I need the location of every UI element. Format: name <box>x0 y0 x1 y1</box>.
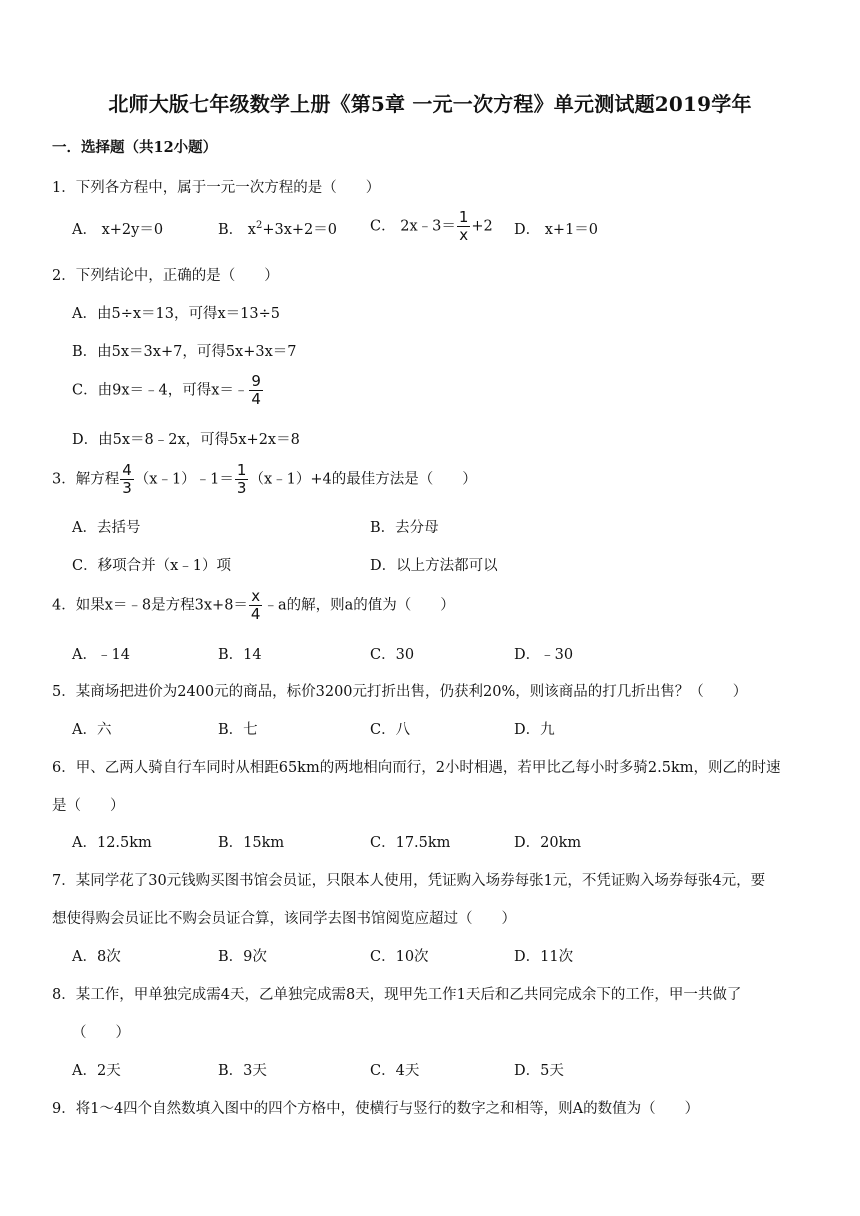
q7-option-a: A．8次 <box>72 949 121 965</box>
question-7-line-1: 7．某同学花了30元钱购买图书馆会员证，只限本人使用，凭证购入场券每张1元，不凭证购入场券每张4元，要 <box>52 873 766 889</box>
q7-option-b: B．9次 <box>218 949 267 965</box>
q5-option-a: A．六 <box>72 722 112 738</box>
q4-option-b: B．14 <box>218 647 262 663</box>
q5-option-d: D．九 <box>514 722 555 738</box>
fraction: $\frac{1}{x}$ <box>458 208 469 244</box>
question-8-line-2: （ ） <box>72 1025 130 1041</box>
question-2: 2．下列结论中，正确的是（ ） <box>52 268 279 284</box>
fraction: $\frac{x}{4}$ <box>250 587 261 623</box>
q7-option-c: C．10次 <box>370 949 429 965</box>
q7-option-d: D．11次 <box>514 949 574 965</box>
question-6-line-1: 6．甲、乙两人骑自行车同时从相距65km的两地相向而行，2小时相遇，若甲比乙每小时多骑2.5km，则乙的时速 <box>52 760 781 776</box>
q4-option-c: C．30 <box>370 647 415 663</box>
q1-option-b: B． $x^2+3x+2=0$ <box>218 220 337 238</box>
q4-option-d: D．﹣30 <box>514 647 574 663</box>
q1-option-d: D． x+1＝0 <box>514 222 599 238</box>
fraction: $\frac{1}{3}$ <box>236 461 247 497</box>
q8-option-a: A．2天 <box>72 1063 121 1079</box>
question-7-line-2: 想使得购会员证比不购会员证合算，该同学去图书馆阅览应超过（ ） <box>52 911 516 927</box>
q2-option-d: D．由5x＝8﹣2x，可得5x+2x＝8 <box>72 432 300 448</box>
q2-option-a: A．由5÷x＝13，可得x＝13÷5 <box>72 306 280 322</box>
q3-option-a: A．去括号 <box>72 520 141 536</box>
q3-option-d: D．以上方法都可以 <box>370 558 498 574</box>
q6-option-b: B．15km <box>218 835 285 851</box>
q6-option-c: C．17.5km <box>370 835 451 851</box>
question-6-line-2: 是（ ） <box>52 798 125 814</box>
q2-option-b: B．由5x＝3x+7，可得5x+3x＝7 <box>72 344 297 360</box>
q8-option-b: B．3天 <box>218 1063 267 1079</box>
question-1: 1．下列各方程中，属于一元一次方程的是（ ） <box>52 180 381 196</box>
q1-option-a: A． x+2y＝0 <box>72 222 164 238</box>
q1-option-c: C． 2x﹣3＝ $\frac{1}{x}$ +2 <box>370 208 493 244</box>
question-8-line-1: 8．某工作，甲单独完成需4天，乙单独完成需8天，现甲先工作1天后和乙共同完成余下的工作，甲一共做了 <box>52 987 742 1003</box>
question-3: 3．解方程 $\frac{4}{3}$ （x﹣1）﹣1＝ $\frac{1}{3}$ （x﹣1）+4的最佳方法是（ ） <box>52 461 477 497</box>
q8-option-d: D．5天 <box>514 1063 564 1079</box>
question-9: 9．将1～4四个自然数填入图中的四个方格中，使横行与竖行的数字之和相等，则A的数值为（ ） <box>52 1101 700 1117</box>
q3-option-b: B．去分母 <box>370 520 439 536</box>
q6-option-a: A．12.5km <box>72 835 152 851</box>
q5-option-b: B．七 <box>218 722 258 738</box>
question-5: 5．某商场把进价为2400元的商品，标价3200元打折出售，仍获利20%，则该商品的打几折出售？（ ） <box>52 684 748 700</box>
q3-option-c: C．移项合并（x﹣1）项 <box>72 558 231 574</box>
fraction: $\frac{9}{4}$ <box>251 372 261 408</box>
question-4: 4．如果x＝﹣8是方程3x+8＝ $\frac{x}{4}$ ﹣a的解，则a的值为（ ） <box>52 587 455 623</box>
q2-option-c: C．由9x＝﹣4，可得x＝﹣ $\frac{9}{4}$ <box>72 372 261 408</box>
q8-option-c: C．4天 <box>370 1063 420 1079</box>
q5-option-c: C．八 <box>370 722 411 738</box>
q4-option-a: A．﹣14 <box>72 647 130 663</box>
page-title: 北师大版七年级数学上册《第5章 一元一次方程》单元测试题2019学年 <box>108 92 752 116</box>
fraction: $\frac{4}{3}$ <box>122 461 132 497</box>
section-heading: 一．选择题（共12小题） <box>52 139 218 156</box>
q6-option-d: D．20km <box>514 835 582 851</box>
